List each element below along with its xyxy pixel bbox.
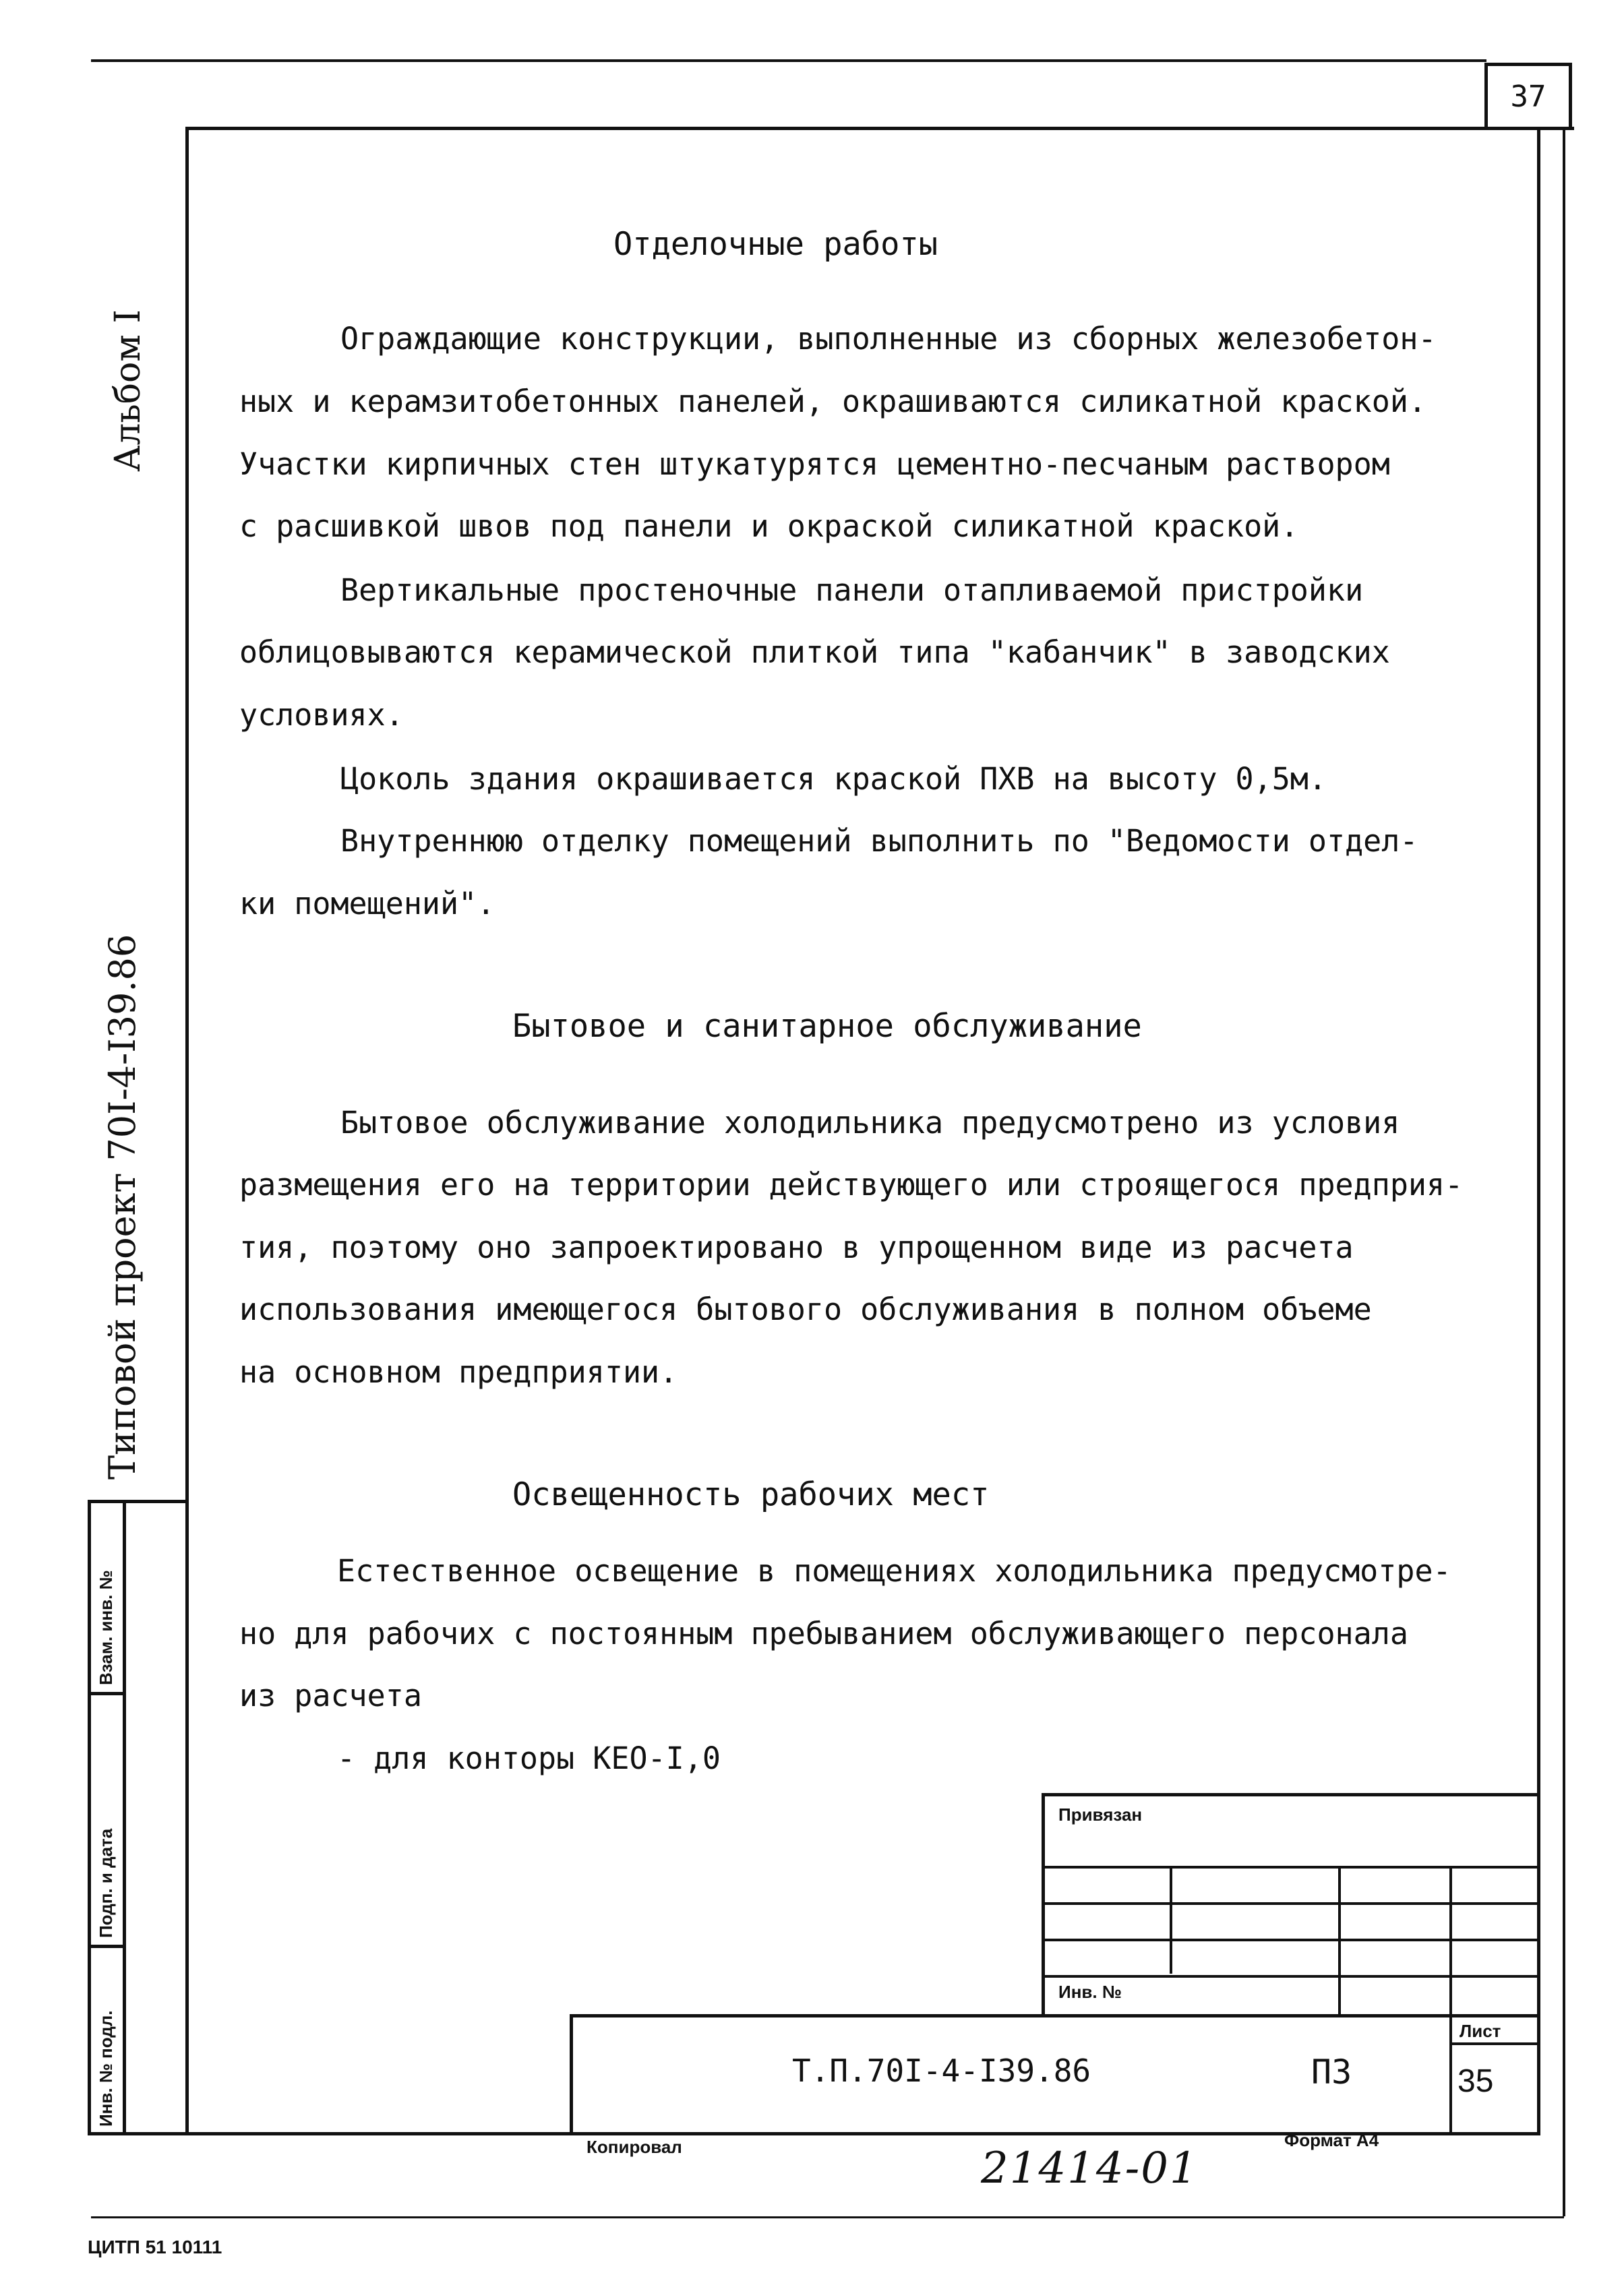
- tb-col-2: [1338, 1866, 1341, 2015]
- paragraph-line: тия, поэтому оно запроектировано в упрощенном виде из расчета: [239, 1229, 1354, 1265]
- inner-frame-left: [185, 127, 189, 2135]
- paragraph-line: размещения его на территории действующего или строящегося предприя-: [239, 1167, 1464, 1203]
- kopiroval-label: Копировал: [587, 2137, 682, 2157]
- paragraph-line: условиях.: [239, 697, 404, 733]
- paragraph-line: использования имеющегося бытового обслуживания в полном объеме: [239, 1292, 1372, 1327]
- paragraph-line: Бытовое обслуживание холодильника предусмотрено из условия: [340, 1105, 1400, 1141]
- section-title-services: Бытовое и санитарное обслуживание: [512, 1008, 1142, 1045]
- tb-row-4: [1042, 1975, 1540, 1978]
- paragraph-line: - для конторы КЕО-I,0: [337, 1740, 721, 1776]
- tb-row-1: [1042, 1866, 1540, 1869]
- field-podp-data: Подп. и дата: [96, 1828, 116, 1938]
- stamp-divider-2: [88, 1945, 125, 1948]
- paragraph-line: ных и керамзитобетонных панелей, окрашиваются силикатной краской.: [239, 384, 1426, 419]
- tb-upper-top: [1042, 1793, 1540, 1796]
- field-vzam-inv: Взам. инв. №: [96, 1570, 116, 1685]
- sheet-label: Лист: [1460, 2021, 1501, 2041]
- doc-code: Т.П.70I-4-I39.86: [792, 2053, 1091, 2089]
- inner-frame-top: [185, 127, 1574, 130]
- footer-code: ЦИТП 51 10111: [88, 2237, 222, 2257]
- paragraph-line: но для рабочих с постоянным пребыванием обслуживающего персонала: [239, 1616, 1408, 1651]
- tb-main-top: [570, 2014, 1540, 2017]
- paragraph-line: Цоколь здания окрашивается краской ПХВ на высоту 0,5м.: [340, 761, 1327, 797]
- outer-right-line: [1563, 127, 1565, 2216]
- top-border-line: [91, 59, 1486, 62]
- stamp-divider-1: [88, 1692, 125, 1695]
- stamp-column-top: [88, 1500, 189, 1503]
- paragraph-line: ки помещений".: [239, 886, 495, 921]
- section-code: ПЗ: [1311, 2053, 1352, 2092]
- paragraph-line: Ограждающие конструкции, выполненные из сборных железобетон-: [340, 321, 1437, 357]
- tb-col-3: [1449, 1866, 1452, 2132]
- field-inv-podl: Инв. № подл.: [96, 2010, 116, 2127]
- tb-sheet-divider: [1449, 2042, 1540, 2045]
- project-label: Типовой проект 70I-4-I39.86: [101, 934, 144, 1480]
- paragraph-line: Вертикальные простеночные панели отапливаемой пристройки: [340, 572, 1364, 608]
- album-label: Альбом I: [108, 309, 148, 472]
- paragraph-line: Естественное освещение в помещениях холодильника предусмотре-: [337, 1553, 1451, 1589]
- privyazan-label: Привязан: [1058, 1804, 1143, 1825]
- tb-row-3: [1042, 1939, 1540, 1941]
- bottom-border-line: [91, 2216, 1564, 2218]
- paragraph-line: Внутреннюю отделку помещений выполнить по "Ведомости отдел-: [340, 823, 1418, 859]
- tb-main-left: [570, 2014, 573, 2135]
- paragraph-line: на основном предприятии.: [239, 1354, 678, 1390]
- paragraph-line: облицовываются керамической плиткой типа "кабанчик" в заводских: [239, 634, 1390, 670]
- format-label: Формат А4: [1284, 2130, 1379, 2150]
- stamp-column-left: [88, 1500, 91, 2133]
- handwritten-number: 21414-01: [981, 2144, 1199, 2193]
- paragraph-line: из расчета: [239, 1678, 422, 1713]
- paragraph-line: с расшивкой швов под панели и окраской силикатной краской.: [239, 508, 1299, 544]
- page-number: 37: [1484, 63, 1572, 130]
- section-title-finishing: Отделочные работы: [613, 226, 938, 263]
- paragraph-line: Участки кирпичных стен штукатурятся цементно-песчаным раствором: [239, 446, 1390, 482]
- inv-no-label: Инв. №: [1058, 1982, 1122, 2002]
- tb-col-1: [1170, 1866, 1172, 1974]
- sheet-number: 35: [1457, 2063, 1494, 2099]
- section-title-lighting: Освещенность рабочих мест: [512, 1476, 990, 1513]
- tb-row-2: [1042, 1902, 1540, 1905]
- stamp-column-right: [123, 1500, 126, 2133]
